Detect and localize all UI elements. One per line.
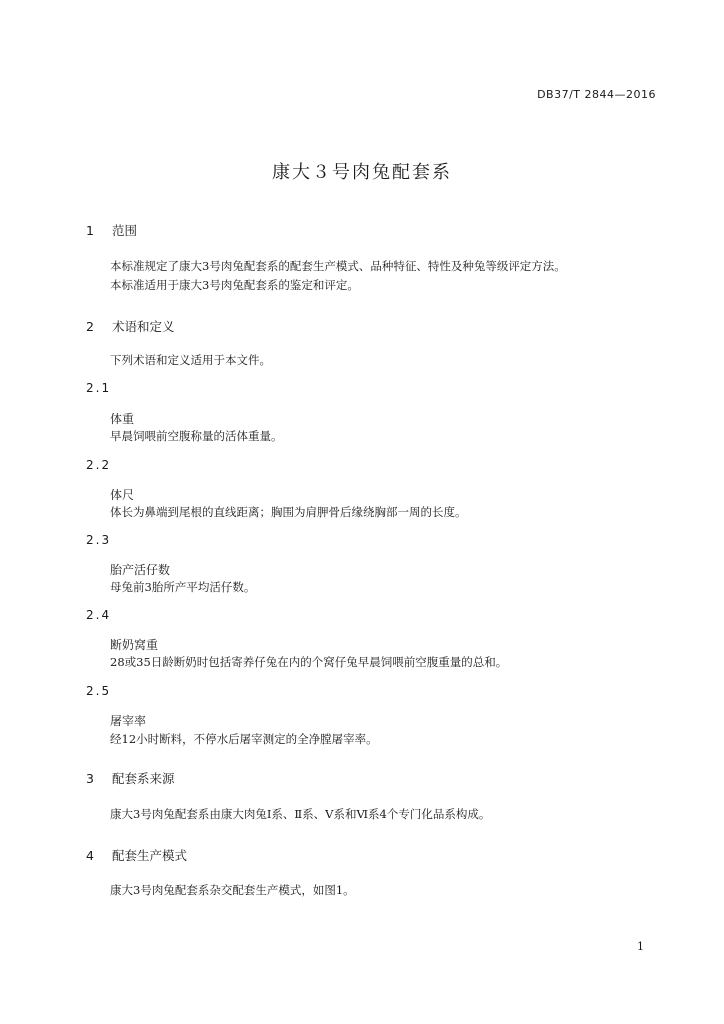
term-name: 体尺 [110, 488, 135, 502]
section-title: 配套系来源 [111, 771, 175, 786]
paragraph: 康大3号肉兔配套系杂交配套生产模式，如图1。 [110, 883, 355, 897]
section-title: 范围 [111, 223, 137, 238]
term-definition: 母兔前3胎所产平均活仔数。 [110, 580, 256, 594]
term-name: 断奶窝重 [110, 638, 159, 652]
term-number: 2.3 [86, 533, 112, 547]
term-number: 2.1 [86, 381, 112, 395]
section-number: 4 [86, 848, 94, 863]
standard-number: DB37/T 2844—2016 [537, 88, 656, 101]
section-number: 3 [86, 771, 94, 786]
document-title: 康大３号肉兔配套系 [272, 162, 452, 183]
term-name: 胎产活仔数 [110, 563, 171, 577]
section-title: 配套生产模式 [111, 848, 187, 863]
term-definition: 经12小时断料，不停水后屠宰测定的全净膛屠宰率。 [110, 732, 378, 746]
paragraph: 康大3号肉兔配套系由康大肉兔Ⅰ系、Ⅱ系、Ⅴ系和Ⅵ系4个专门化品系构成。 [110, 807, 491, 821]
term-definition: 早晨饲喂前空腹称量的活体重量。 [110, 429, 283, 443]
term-name: 屠宰率 [110, 714, 147, 728]
term-name: 体重 [110, 412, 135, 426]
section-title: 术语和定义 [111, 319, 175, 334]
term-number: 2.2 [86, 458, 112, 472]
paragraph: 本标准适用于康大3号肉兔配套系的鉴定和评定。 [110, 278, 359, 292]
section-number: 2 [86, 319, 94, 334]
section-2-heading [86, 317, 175, 335]
paragraph: 本标准规定了康大3号肉兔配套系的配套生产模式、品种特征、特性及种兔等级评定方法。 [110, 259, 566, 273]
section-4-heading [86, 846, 187, 864]
term-definition: 28或35日龄断奶时包括寄养仔兔在内的个窝仔兔早晨饲喂前空腹重量的总和。 [110, 655, 508, 669]
section-number: 1 [86, 223, 94, 238]
page-number: 1 [637, 940, 644, 953]
paragraph: 下列术语和定义适用于本文件。 [110, 353, 271, 367]
section-1-heading [86, 221, 137, 239]
term-number: 2.5 [86, 684, 112, 698]
term-definition: 体长为鼻端到尾根的直线距离；胸围为肩胛骨后缘绕胸部一周的长度。 [110, 505, 467, 519]
section-3-heading [86, 769, 175, 787]
term-number: 2.4 [86, 608, 112, 622]
